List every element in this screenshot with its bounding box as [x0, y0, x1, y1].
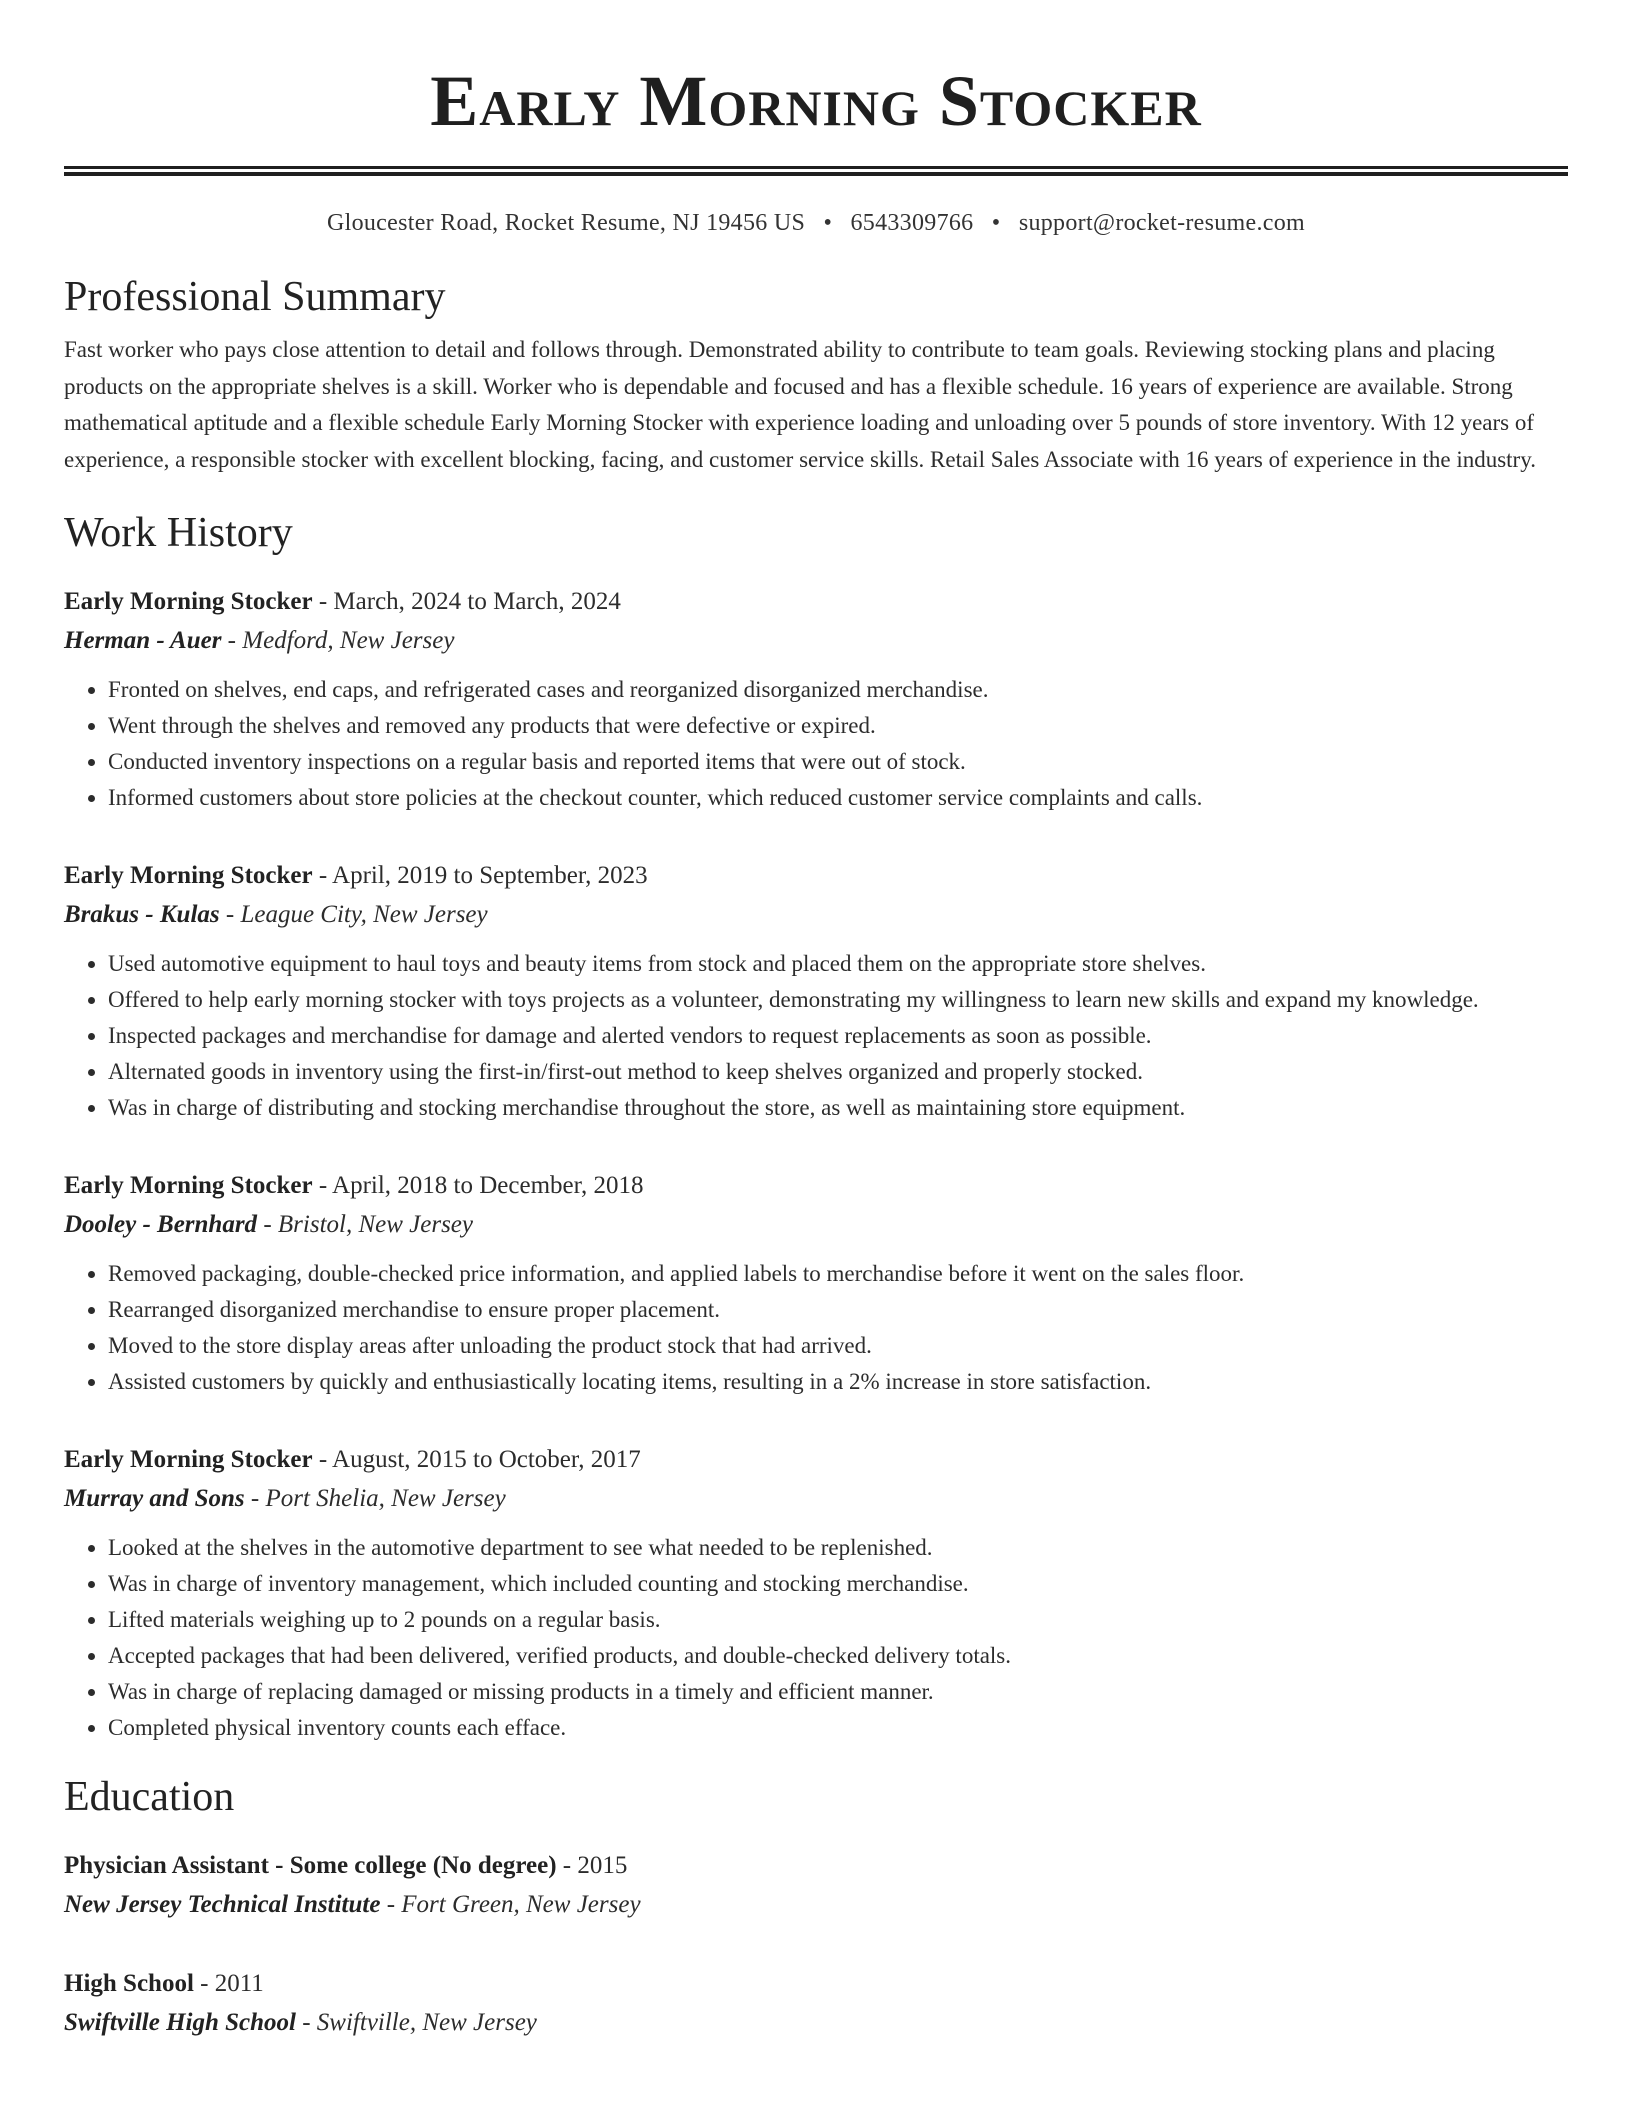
job-title: Early Morning Stocker [64, 862, 313, 889]
job-bullet: • Was in charge of replacing damaged or missing products in a timely and efficient manner. [108, 1674, 1568, 1710]
company-line [64, 621, 1568, 660]
summary-heading: Professional Summary [64, 274, 446, 320]
company-name: Brakus - Kulas [64, 901, 220, 928]
job-title-line [64, 1440, 1568, 1479]
job-title: Early Morning Stocker [64, 1172, 313, 1199]
job-title-line [64, 856, 1568, 895]
candidate-name: Early Morning Stocker [430, 61, 1202, 141]
company-line [64, 1205, 1568, 1244]
education-entry [64, 1846, 1568, 1924]
job-bullet: • Rearranged disorganized merchandise to ensure proper placement. [108, 1292, 1568, 1328]
job-dates: - August, 2015 to October, 2017 [312, 1446, 641, 1473]
job-bullet: • Moved to the store display areas after unloading the product stock that had arrived. [108, 1328, 1568, 1364]
job-bullet: • Offered to help early morning stocker with toys projects as a volunteer, demonstrating my willingness to learn new skills and expand my knowledge. [108, 982, 1568, 1018]
job-bullet: • Assisted customers by quickly and enthusiastically locating items, resulting in a 2% increase in store satisfaction. [108, 1364, 1568, 1400]
education-entry [64, 1964, 1568, 2042]
company-line [64, 1479, 1568, 1518]
job-title: Early Morning Stocker [64, 1446, 313, 1473]
school-name: New Jersey Technical Institute [64, 1891, 381, 1918]
school-line [64, 1885, 1568, 1924]
job-bullet: • Looked at the shelves in the automotive department to see what needed to be replenished. [108, 1530, 1568, 1566]
job-entry [64, 1166, 1568, 1400]
school-line [64, 2003, 1568, 2042]
job-bullets [64, 946, 1568, 1126]
contact-separator: • [823, 210, 833, 236]
contact-address: Gloucester Road, Rocket Resume, NJ 19456 US [326, 210, 806, 236]
job-dates: - April, 2019 to September, 2023 [312, 862, 648, 889]
degree-line [64, 1846, 1568, 1885]
job-bullet: • Went through the shelves and removed any products that were defective or expired. [108, 708, 1568, 744]
job-entry [64, 856, 1568, 1126]
job-entry [64, 582, 1568, 816]
job-bullet: • Inspected packages and merchandise for damage and alerted vendors to request replacements as soon as possible. [108, 1018, 1568, 1054]
job-title-line [64, 1166, 1568, 1205]
job-dates: - April, 2018 to December, 2018 [312, 1172, 644, 1199]
job-dates: - March, 2024 to March, 2024 [312, 588, 621, 615]
contact-separator: • [991, 210, 1001, 236]
degree-name: Physician Assistant - Some college (No degree) [64, 1852, 557, 1879]
job-entry [64, 1440, 1568, 1746]
resume-page [64, 0, 1568, 2042]
job-title: Early Morning Stocker [64, 588, 313, 615]
header-divider [64, 166, 1568, 176]
job-bullet: • Lifted materials weighing up to 2 pounds on a regular basis. [108, 1602, 1568, 1638]
work-history-heading: Work History [64, 510, 293, 556]
company-location: - League City, New Jersey [219, 901, 488, 928]
job-bullet: • Alternated goods in inventory using the first-in/first-out method to keep shelves organized and properly stocked. [108, 1054, 1568, 1090]
job-bullet: • Conducted inventory inspections on a regular basis and reported items that were out of stock. [108, 744, 1568, 780]
job-bullet: • Was in charge of distributing and stocking merchandise throughout the store, as well as maintaining store equipment. [108, 1090, 1568, 1126]
contact-phone: 6543309766 [850, 210, 974, 236]
job-bullets [64, 1530, 1568, 1746]
degree-line [64, 1964, 1568, 2003]
company-location: - Bristol, New Jersey [257, 1211, 473, 1238]
job-bullet: • Informed customers about store policies at the checkout counter, which reduced customer service complaints and calls. [108, 780, 1568, 816]
company-name: Murray and Sons [64, 1485, 245, 1512]
degree-name: High School [64, 1970, 194, 1997]
job-bullet: • Accepted packages that had been delivered, verified products, and double-checked delivery totals. [108, 1638, 1568, 1674]
company-name: Dooley - Bernhard [64, 1211, 258, 1238]
education-heading: Education [64, 1774, 235, 1820]
job-bullets [64, 1256, 1568, 1400]
school-location: - Swiftville, New Jersey [295, 2009, 537, 2036]
company-location: - Medford, New Jersey [221, 627, 455, 654]
degree-year: - 2015 [556, 1852, 628, 1879]
job-bullet: • Completed physical inventory counts each efface. [108, 1710, 1568, 1746]
company-line [64, 895, 1568, 934]
contact-email: support@rocket-resume.com [1018, 210, 1305, 236]
job-bullets [64, 672, 1568, 816]
degree-year: - 2011 [193, 1970, 264, 1997]
job-bullet: • Fronted on shelves, end caps, and refrigerated cases and reorganized disorganized merchandise. [108, 672, 1568, 708]
job-title-line [64, 582, 1568, 621]
summary-text: Fast worker who pays close attention to detail and follows through. Demonstrated ability to contribute to team goals. Reviewing stocking plans and placing products on the appropriate shelves is a skill. Worker who is dependable and focused and has a flexible schedule. 16 years of experience are available. Strong mathematical aptitude and a flexible schedule Early Morning Stocker with experience loading and unloading over 5 pounds of store inventory. With 12 years of experience, a responsible stocker with excellent blocking, facing, and customer service skills. Retail Sales Associate with 16 years of experience in the industry. [64, 337, 1536, 472]
job-bullet: • Removed packaging, double-checked price information, and applied labels to merchandise before it went on the sales floor. [108, 1256, 1568, 1292]
company-name: Herman - Auer [64, 627, 222, 654]
job-bullet: • Used automotive equipment to haul toys and beauty items from stock and placed them on the appropriate store shelves. [108, 946, 1568, 982]
job-bullet: • Was in charge of inventory management, which included counting and stocking merchandise. [108, 1566, 1568, 1602]
company-location: - Port Shelia, New Jersey [244, 1485, 506, 1512]
school-name: Swiftville High School [64, 2009, 296, 2036]
school-location: - Fort Green, New Jersey [380, 1891, 641, 1918]
contact-line [64, 208, 1568, 238]
